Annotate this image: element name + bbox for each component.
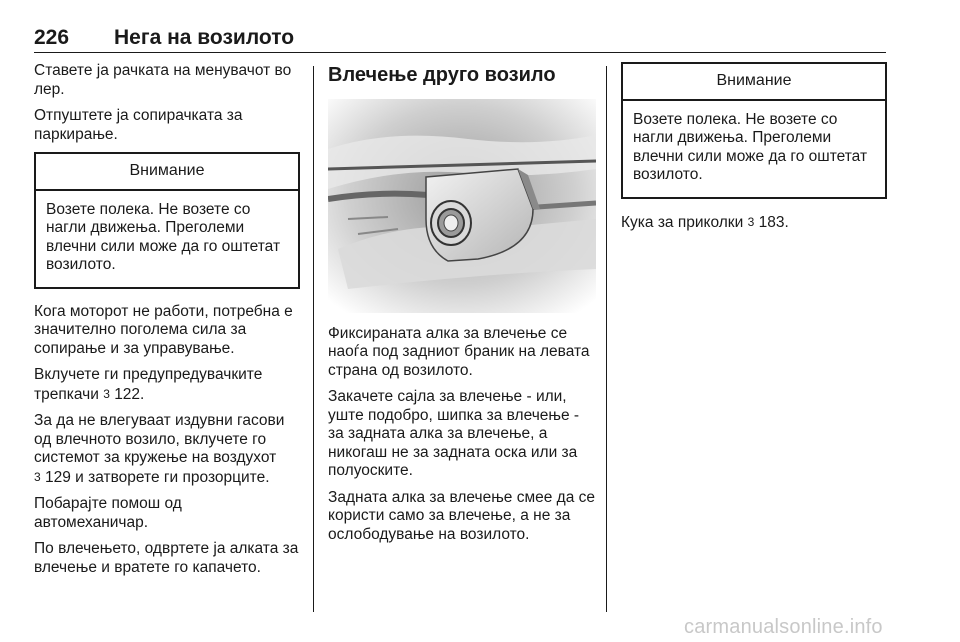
warning-box-right <box>621 62 887 199</box>
paragraph-after-towing: По влечењето, одвртете ја алката за влечење и вратете го капачето. <box>34 540 299 576</box>
paragraph-tow-eye-location: Фиксираната алка за влечење се наоѓа под задниот браник на левата страна од возилото. <box>328 324 590 379</box>
column-divider-1 <box>313 66 314 612</box>
paragraph-mechanic: Побарајте помош од автомеханичар. <box>34 495 182 531</box>
warning-box-left <box>34 152 300 289</box>
column-left <box>34 62 300 585</box>
page-number: 226 <box>34 26 70 49</box>
column-divider-2 <box>606 66 607 612</box>
warning-title: Внимание <box>623 64 885 101</box>
tow-eye-illustration <box>328 99 596 313</box>
section-title: Влечење друго возило <box>328 64 556 86</box>
paragraph-attach-rope: Закачете сајла за влечење - или, уште подобро, шипка за влечење - за задната алка за влечење, а никогаш не за задната оска или за полуоските. <box>328 388 580 479</box>
paragraph-gear-lever: Ставете ја рачката на менувачот во лер. <box>34 62 292 98</box>
page-reference[interactable]: 183. <box>758 213 789 231</box>
paragraph-rear-tow-eye-use: Задната алка за влечење смее да се користи само за влечење, а не за ослободување на возилото. <box>328 488 596 543</box>
paragraph-trailer-hitch: Кука за приколки 3 183. <box>621 213 789 231</box>
paragraph-air-recirculation: За да не влегуваат издувни гасови од влечното возило, вклучете го системот за кружење на воздухот 3 129 и затворете ги прозорците. <box>34 412 285 486</box>
page-reference[interactable]: 122. <box>114 385 145 403</box>
column-right <box>621 62 887 240</box>
warning-title: Внимание <box>36 154 298 191</box>
page-title: Нега на возилото <box>114 26 295 49</box>
page-header <box>34 26 886 54</box>
page-reference-icon: 3 <box>747 214 755 229</box>
paragraph-hazard-lights: Вклучете ги предупредувачките трепкачи 3 122. <box>34 366 263 403</box>
paragraph-parking-brake: Отпуштете ја сопирачката за паркирање. <box>34 107 243 143</box>
watermark: carmanualsonline.info <box>684 616 883 638</box>
warning-body: Возете полека. Не возете со нагли движења. Преголеми влечни сили може да го оштетат возилото. <box>46 200 281 273</box>
column-middle <box>328 62 596 552</box>
header-divider <box>34 52 886 53</box>
page-reference-icon: 3 <box>34 469 41 484</box>
page-reference[interactable]: 129 и затворете ги прозорците. <box>45 468 270 486</box>
paragraph-engine-off: Кога моторот не работи, потребна е значително поголема сила за сопирање и за управување. <box>34 302 293 357</box>
page-reference-icon: 3 <box>103 386 110 401</box>
warning-body: Возете полека. Не возете со нагли движења. Преголеми влечни сили може да го оштетат возилото. <box>633 110 868 183</box>
